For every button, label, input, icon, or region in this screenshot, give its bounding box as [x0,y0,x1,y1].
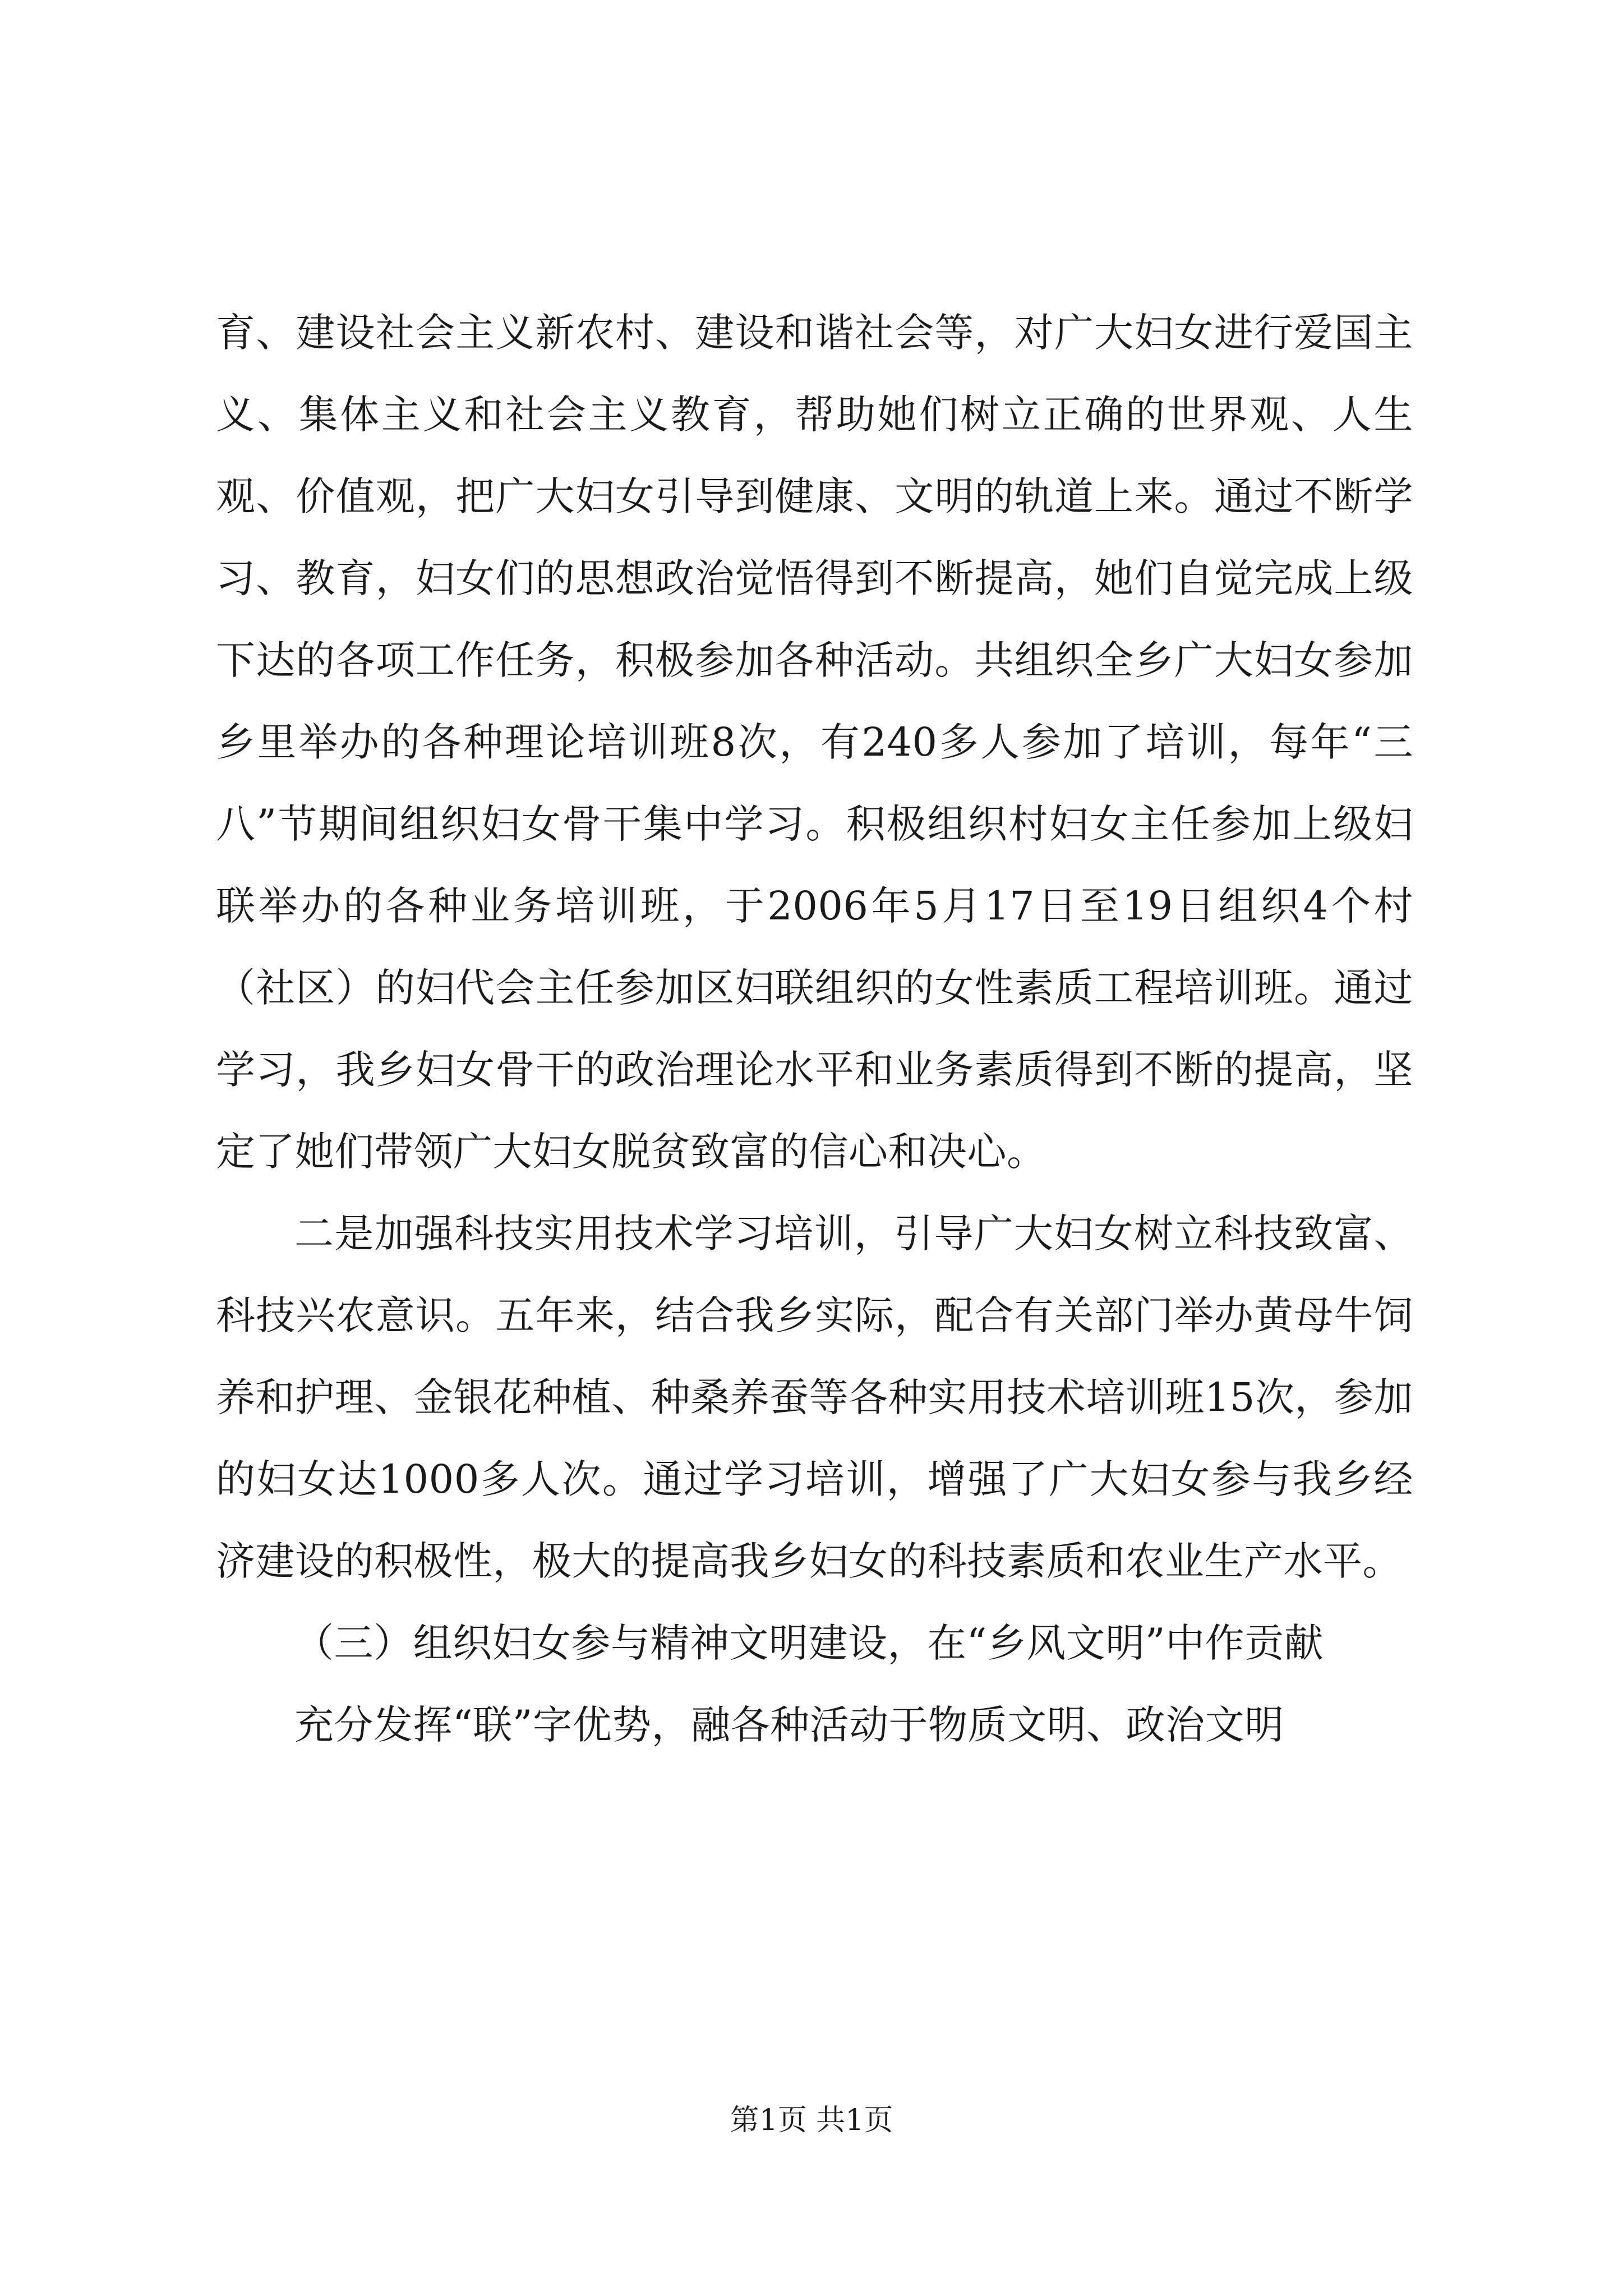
page-number-footer: 第1页 共1页 [730,2104,893,2137]
document-body [216,292,1413,1766]
paragraph-civilization: 充分发挥“联”字优势，融各种活动于物质文明、政治文明 [294,1702,1284,1748]
section-heading: （三）组织妇女参与精神文明建设，在“乡风文明”中作贡献 [294,1620,1324,1666]
paragraph-continuation: 育、建设社会主义新农村、建设和谐社会等，对广大妇女进行爱国主义、集体主义和社会主义教育，帮助她们树立正确的世界观、人生观、价值观，把广大妇女引导到健康、文明的轨道上来。通过不断学习、教育，妇女们的思想政治觉悟得到不断提高，她们自觉完成上级下达的各项工作任务，积极参加各种活动。共组织全乡广大妇女参加乡里举办的各种理论培训班8次，有240多人参加了培训，每年“三八”节期间组织妇女骨干集中学习。积极组织村妇女主任参加上级妇联举办的各种业务培训班，于2006年5月17日至19日组织4个村（社区）的妇代会主任参加区妇联组织的女性素质工程培训班。通过学习，我乡妇女骨干的政治理论水平和业务素质得到不断的提高，坚定了她们带领广大妇女脱贫致富的信心和决心。 [216,310,1413,1175]
paragraph-tech-training: 二是加强科技实用技术学习培训，引导广大妇女树立科技致富、科技兴农意识。五年来，结合我乡实际，配合有关部门举办黄母牛饲养和护理、金银花种植、种桑养蚕等各种实用技术培训班15次，参加的妇女达1000多人次。通过学习培训，增强了广大妇女参与我乡经济建设的积极性，极大的提高我乡妇女的科技素质和农业生产水平。 [216,1211,1413,1584]
